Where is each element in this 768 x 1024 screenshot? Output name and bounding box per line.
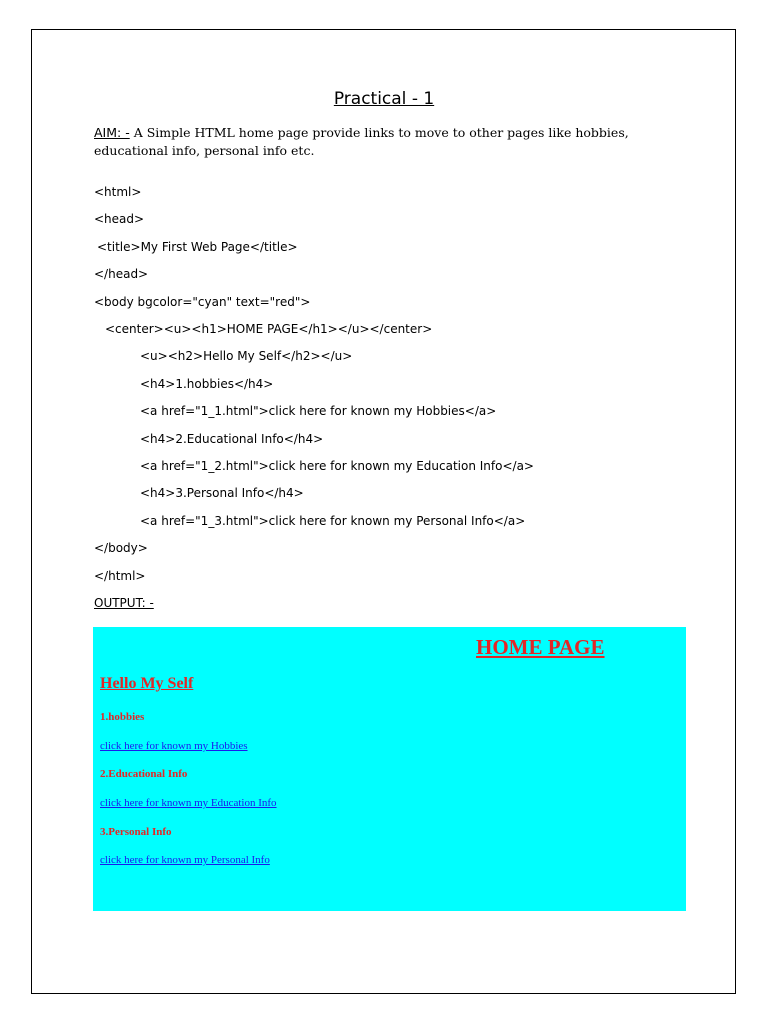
- code-line: <a href="1_1.html">click here for known my Hobbies</a>: [140, 404, 497, 418]
- code-line: <h4>1.hobbies</h4>: [140, 377, 274, 391]
- code-line: <h4>3.Personal Info</h4>: [140, 486, 304, 500]
- output-heading-hello: Hello My Self: [100, 675, 194, 692]
- code-line: </body>: [94, 541, 148, 555]
- code-line: <body bgcolor="cyan" text="red">: [94, 295, 311, 309]
- code-line: <head>: [94, 212, 145, 226]
- output-heading-home-page: HOME PAGE: [476, 635, 605, 659]
- output-link-hobbies[interactable]: click here for known my Hobbies: [100, 740, 248, 752]
- output-link-education[interactable]: click here for known my Education Info: [100, 797, 277, 809]
- document-title: [0, 89, 768, 109]
- output-link-personal[interactable]: click here for known my Personal Info: [100, 854, 270, 866]
- code-line: <a href="1_3.html">click here for known my Personal Info</a>: [140, 514, 526, 528]
- code-line: <a href="1_2.html">click here for known my Education Info</a>: [140, 459, 534, 473]
- output-heading-education: 2.Educational Info: [100, 768, 188, 780]
- code-line: <html>: [94, 185, 142, 199]
- code-line: <u><h2>Hello My Self</h2></u>: [140, 349, 353, 363]
- aim-paragraph: [94, 124, 654, 160]
- code-line: </head>: [94, 267, 149, 281]
- output-heading-personal: 3.Personal Info: [100, 826, 172, 838]
- aim-text: A Simple HTML home page provide links to move to other pages like hobbies, educational info, personal info etc.: [94, 125, 629, 158]
- code-line: <center><u><h1>HOME PAGE</h1></u></center>: [105, 322, 433, 336]
- code-line: <h4>2.Educational Info</h4>: [140, 432, 324, 446]
- output-label: OUTPUT: -: [94, 596, 154, 610]
- output-heading-hobbies: 1.hobbies: [100, 711, 145, 723]
- document-title-text: Practical - 1: [333, 89, 435, 109]
- code-line: <title>My First Web Page</title>: [97, 240, 298, 254]
- output-preview: [93, 627, 686, 911]
- code-line: </html>: [94, 569, 146, 583]
- aim-label: AIM: -: [94, 125, 130, 140]
